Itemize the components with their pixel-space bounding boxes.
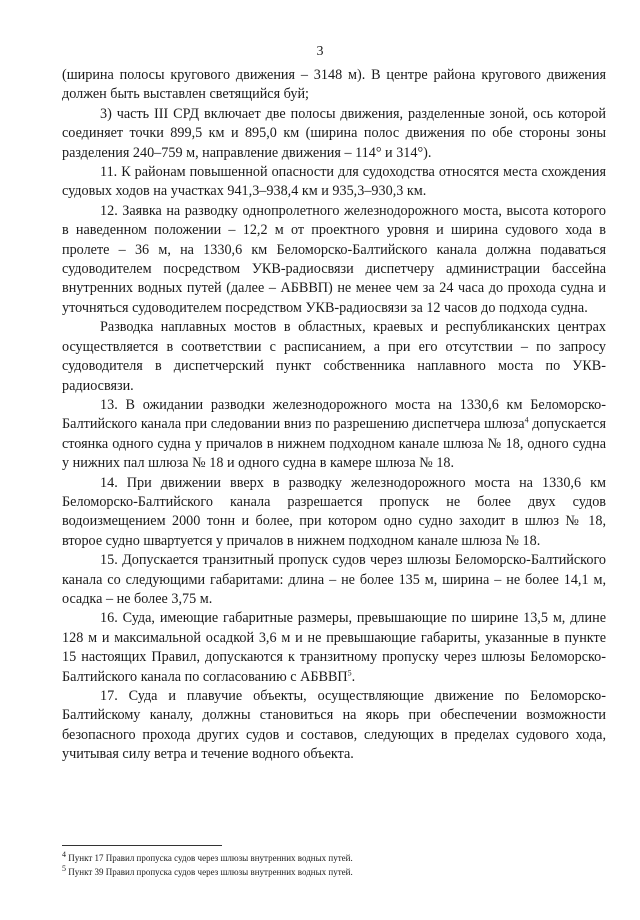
footnote-separator: [62, 845, 222, 846]
paragraph-14: 14. При движении вверх в разводку железнодорожного моста на 1330,6 км Беломорско-Балтийского канала разрешается пропуск не более двух судов водоизмещением 2000 тонн и более, при котором одно судно заходит в шлюз № 18, второе судно швартуется у причалов в нижнем подходном канале шлюза № 18.: [62, 474, 606, 549]
paragraph-srd-part-3: 3) часть III СРД включает две полосы движения, разделенные зоной, ось которой соединяет точки 899,5 км и 895,0 км (ширина полос движения по обе стороны зоны разделения 240–759 м, направление движения – 114° и 314°).: [62, 105, 606, 161]
paragraph-17: 17. Суда и плавучие объекты, осуществляющие движение по Беломорско-Балтийскому каналу, должны становиться на якорь при обеспечении возможности безопасного прохода других судов и составов, следующих в пределах судового хода, учитывая силу ветра и течение водного объекта.: [62, 688, 606, 763]
paragraph-16-text-b: .: [351, 668, 356, 685]
footnote-mark-5: 5: [62, 864, 66, 873]
paragraph-13-text-b: допускается стоянка одного судна у причалов в нижнем подходном канале шлюза № 18, одного судна у нижних пал шлюза № 18 и одного судна в камере шлюза № 18.: [62, 416, 607, 472]
paragraph-16: [62, 609, 606, 687]
footnotes: [62, 851, 606, 879]
document-body: [62, 66, 606, 765]
paragraph-11: 11. К районам повышенной опасности для судоходства относятся места схождения судовых ходов на участках 941,3–938,4 км и 935,3–930,3 км.: [62, 164, 606, 200]
paragraph-12: 12. Заявка на разводку однопролетного железнодорожного моста, высота которого в наведенном положении – 12,2 м от проектного уровня и ширина судового хода в пролете – 36 м, на 1330,6 км Беломорско-Балтийского канала должна подаваться судоводителем посредством УКВ-радиосвязи диспетчеру администрации бассейна внутренних водных путей (далее – АБВВП) не менее чем за 24 часа до прохода судна и уточняться судоводителем посредством УКВ-радиосвязи за 12 часов до подхода судна.: [62, 202, 606, 316]
paragraph-pontoon-bridges: Разводка наплавных мостов в областных, краевых и республиканских центрах осуществляется в соответствии с расписанием, а при его отсутствии – по запросу судоводителя в диспетчерский пункт собственника наплавного моста по УКВ-радиосвязи.: [62, 319, 606, 394]
paragraph-circulation-end: (ширина полосы кругового движения – 3148 м). В центре района кругового движения должен быть выставлен светящийся буй;: [62, 67, 606, 103]
page-number: 3: [316, 44, 324, 59]
footnote-mark-4: 4: [62, 850, 66, 859]
footnote-5: [62, 865, 606, 879]
footnote-ref-4: 4: [524, 415, 529, 425]
paragraph-15: 15. Допускается транзитный пропуск судов через шлюзы Беломорско-Балтийского канала со следующими габаритами: длина – не более 135 м, ширина – не более 14,1 м, осадка – не более 3,75 м.: [62, 552, 606, 607]
footnote-4-text: Пункт 17 Правил пропуска судов через шлюзы внутренних водных путей.: [66, 853, 353, 863]
paragraph-13: [62, 396, 606, 474]
paragraph-16-text-a: 16. Суда, имеющие габаритные размеры, превышающие по ширине 13,5 м, длине 128 м и максимальной осадкой 3,6 м и не превышающие габариты, указанные в пункте 15 настоящих Правил, допускаются к транзитному пропуску через шлюзы Беломорско-Балтийского канала по согласованию с АБВВП: [62, 610, 606, 685]
footnote-4: [62, 851, 606, 865]
footnote-ref-5: 5: [347, 667, 352, 677]
paragraph-13-text-a: 13. В ожидании разводки железнодорожного моста на 1330,6 км Беломорско-Балтийского канала при следовании вниз по разрешению диспетчера шлюза: [62, 396, 606, 433]
footnote-5-text: Пункт 39 Правил пропуска судов через шлюзы внутренних водных путей.: [66, 867, 353, 877]
